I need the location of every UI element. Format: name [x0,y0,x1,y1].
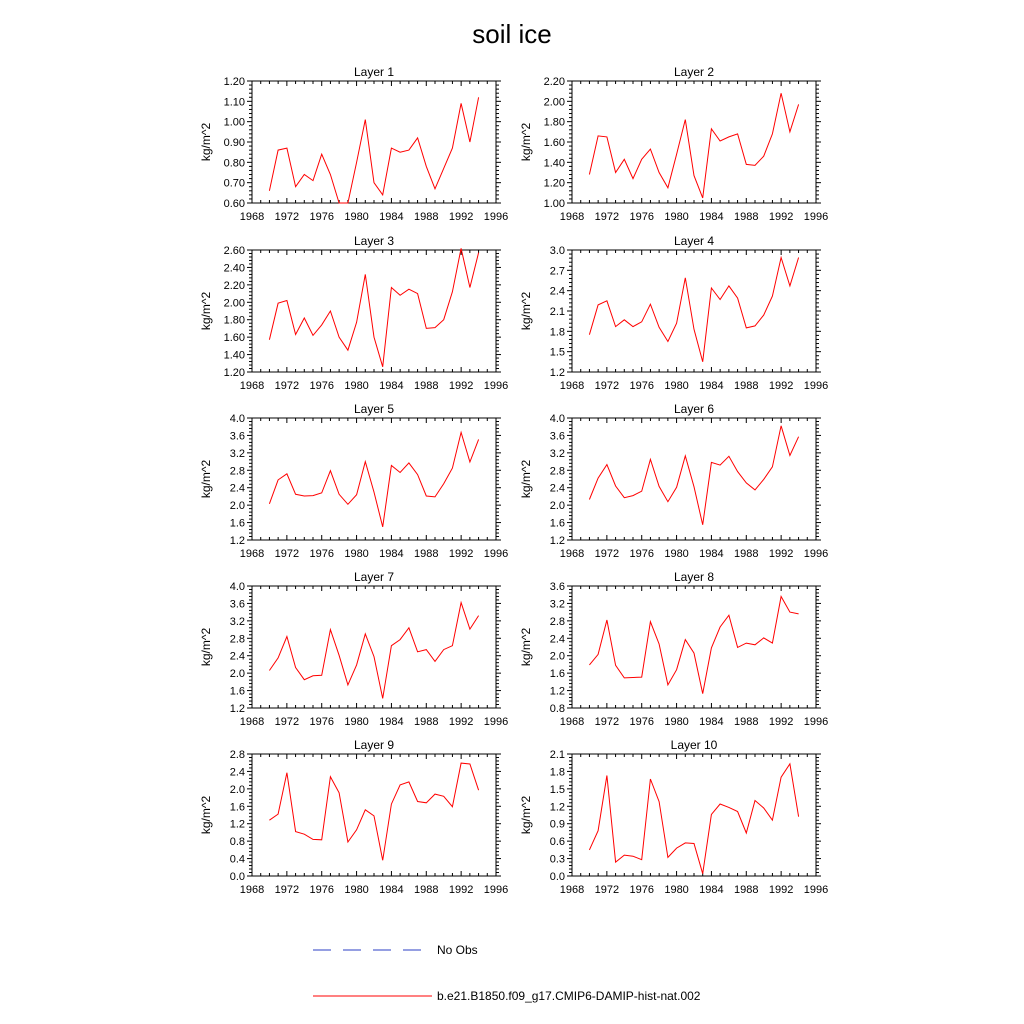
legend [313,943,701,1003]
layer-1-xtick-label: 1988 [414,211,439,223]
layer-4-series-line [589,258,798,362]
layer-8-ytick-label: 3.2 [549,598,565,611]
layer-8-ytick-label: 0.8 [549,703,565,715]
layer-1-xtick-label: 1976 [309,211,334,223]
layer-5-ytick-label: 3.6 [229,430,245,443]
layer-10-title: Layer 10 [670,738,718,752]
layer-8-xtick-label: 1972 [594,716,620,728]
layer-8-panel [519,570,828,728]
layer-6-ytick-label: 2.0 [549,500,565,513]
layer-1-ytick-label: 0.80 [223,157,245,170]
layer-10-ytick-label: 2.1 [549,749,565,761]
layer-5-xtick-label: 1980 [344,548,369,560]
layer-2-ytick-label: 1.80 [543,116,565,129]
layer-8-xtick-label: 1976 [629,716,654,728]
layer-7-ytick-label: 1.6 [229,685,245,698]
layer-4-ytick-label: 1.8 [549,326,565,339]
layer-7-ytick-label: 3.6 [229,598,245,611]
layer-7-xtick-label: 1976 [309,716,334,728]
layer-7-frame [252,586,496,708]
layer-10-xtick-label: 1972 [594,884,620,896]
layer-10-series-line [589,764,798,874]
layer-10-ytick-label: 1.8 [549,766,565,779]
layer-6-ytick-label: 4.0 [549,413,565,425]
layer-8-title: Layer 8 [673,570,715,584]
layer-7-ytick-label: 2.0 [229,668,245,681]
layer-9-xtick-label: 1976 [309,884,334,896]
layer-4-ytick-label: 3.0 [549,245,565,257]
layer-7-ytick-label: 2.4 [229,650,245,663]
layer-8-xtick-label: 1992 [768,716,794,728]
layer-1-xtick-label: 1968 [239,211,265,223]
layer-1-xtick-label: 1972 [274,211,300,223]
layer-3-ytick-label: 2.60 [223,245,245,257]
layer-4-xtick-label: 1988 [734,380,759,392]
layer-3-xtick-label: 1972 [274,380,300,392]
layer-9-xtick-label: 1980 [344,884,369,896]
layer-1-ylabel: kg/m^2 [199,122,213,162]
layer-7-ytick-label: 3.2 [229,615,245,628]
layer-1-xtick-label: 1996 [483,211,509,223]
layer-1-xtick-label: 1980 [344,211,369,223]
layer-3-ytick-label: 1.60 [223,332,245,345]
layer-2-xtick-label: 1980 [664,211,689,223]
layer-10-ytick-label: 0.6 [549,836,565,849]
legend-obs-label: No Obs [437,943,478,957]
layer-2-series-line [589,93,798,198]
layer-5-xtick-label: 1972 [274,548,300,560]
layer-9-title: Layer 9 [353,738,395,752]
layer-9-xtick-label: 1988 [414,884,439,896]
layer-1-xtick-label: 1984 [379,211,404,223]
layer-1-ytick-label: 1.20 [223,76,245,88]
layer-3-title: Layer 3 [353,234,395,248]
layer-10-ytick-label: 1.2 [549,801,565,814]
layer-5-xtick-label: 1988 [414,548,439,560]
layer-10-ylabel: kg/m^2 [519,795,533,835]
layer-8-ytick-label: 1.2 [549,685,565,698]
layer-6-ytick-label: 1.2 [549,535,565,547]
layer-2-xtick-label: 1992 [768,211,794,223]
layer-9-ytick-label: 2.0 [229,783,245,796]
layer-8-xtick-label: 1988 [734,716,759,728]
layer-7-series-line [269,603,478,699]
layer-6-ylabel: kg/m^2 [519,459,533,499]
layer-5-ytick-label: 3.2 [229,447,245,460]
layer-7-xtick-label: 1980 [344,716,369,728]
layer-5-ytick-label: 2.4 [229,482,245,495]
layer-4-ytick-label: 1.5 [549,346,565,359]
layer-8-ytick-label: 2.8 [549,615,565,628]
layer-6-xtick-label: 1972 [594,548,620,560]
layer-3-ytick-label: 1.20 [223,367,245,379]
layer-3-xtick-label: 1988 [414,380,439,392]
layer-10-xtick-label: 1976 [629,884,654,896]
layer-9-ytick-label: 0.8 [229,836,245,849]
layer-9-panel [199,738,508,896]
layer-1-ytick-label: 1.00 [223,116,245,129]
layer-7-ytick-label: 1.2 [229,703,245,715]
layer-6-xtick-label: 1996 [803,548,829,560]
layer-6-ytick-label: 3.2 [549,447,565,460]
layer-3-xtick-label: 1992 [448,380,474,392]
layer-7-xtick-label: 1996 [483,716,509,728]
layer-1-ytick-label: 0.70 [223,177,245,190]
layer-9-ytick-label: 1.2 [229,818,245,831]
layer-7-xtick-label: 1968 [239,716,265,728]
layer-4-xtick-label: 1968 [559,380,585,392]
layer-9-ytick-label: 0.4 [229,853,245,866]
layer-4-title: Layer 4 [673,234,715,248]
layer-10-ytick-label: 1.5 [549,783,565,796]
layer-7-ylabel: kg/m^2 [199,627,213,667]
layer-4-ytick-label: 2.7 [549,265,565,278]
layer-3-xtick-label: 1996 [483,380,509,392]
layer-3-ytick-label: 2.00 [223,297,245,310]
layer-2-ytick-label: 2.20 [543,76,565,88]
layer-8-xtick-label: 1980 [664,716,689,728]
layer-2-ytick-label: 1.20 [543,177,565,190]
layer-3-series-line [269,248,478,366]
layer-5-ytick-label: 2.0 [229,500,245,513]
layer-1-frame [252,81,496,203]
layer-7-title: Layer 7 [353,570,395,584]
layer-1-ytick-label: 0.90 [223,137,245,149]
layer-9-xtick-label: 1996 [483,884,509,896]
layer-4-ylabel: kg/m^2 [519,291,533,331]
layer-6-panel [519,402,828,560]
layer-4-ytick-label: 2.4 [549,285,565,298]
layer-4-frame [572,250,816,372]
layer-4-xtick-label: 1992 [768,380,794,392]
layer-10-panel [519,738,828,896]
layer-9-xtick-label: 1992 [448,884,474,896]
layer-5-xtick-label: 1984 [379,548,404,560]
layer-10-frame [572,754,816,876]
layer-5-ylabel: kg/m^2 [199,459,213,499]
layer-5-ytick-label: 4.0 [229,413,245,425]
layer-1-ytick-label: 0.60 [223,198,245,210]
layer-9-xtick-label: 1984 [379,884,404,896]
layer-5-xtick-label: 1968 [239,548,265,560]
layer-9-ytick-label: 1.6 [229,801,245,814]
layer-9-xtick-label: 1968 [239,884,265,896]
layer-8-ytick-label: 3.6 [549,581,565,593]
layer-7-panel [199,570,508,728]
layer-10-ytick-label: 0.9 [549,818,565,831]
layer-5-xtick-label: 1992 [448,548,474,560]
layer-9-ytick-label: 0.0 [229,871,245,883]
layer-6-xtick-label: 1992 [768,548,794,560]
layer-5-ytick-label: 1.6 [229,517,245,530]
layer-3-frame [252,250,496,372]
layer-2-xtick-label: 1968 [559,211,585,223]
layer-5-ytick-label: 2.8 [229,465,245,478]
layer-10-xtick-label: 1984 [699,884,724,896]
layer-2-title: Layer 2 [673,65,715,79]
layer-9-series-line [269,763,478,860]
layer-6-ytick-label: 2.4 [549,482,565,495]
layer-7-xtick-label: 1972 [274,716,300,728]
main-title: soil ice [472,19,552,49]
legend-model-label: b.e21.B1850.f09_g17.CMIP6-DAMIP-hist-nat.002 [437,989,701,1003]
layer-3-xtick-label: 1980 [344,380,369,392]
layer-6-ytick-label: 1.6 [549,517,565,530]
layer-9-ytick-label: 2.4 [229,766,245,779]
layer-5-title: Layer 5 [353,402,395,416]
layer-6-xtick-label: 1968 [559,548,585,560]
layer-7-xtick-label: 1988 [414,716,439,728]
layer-3-ylabel: kg/m^2 [199,291,213,331]
layer-5-xtick-label: 1996 [483,548,509,560]
layer-8-xtick-label: 1984 [699,716,724,728]
layer-2-ytick-label: 1.00 [543,198,565,210]
layer-7-ytick-label: 4.0 [229,581,245,593]
layer-6-frame [572,418,816,540]
layer-2-xtick-label: 1984 [699,211,724,223]
layer-8-ytick-label: 2.4 [549,633,565,646]
layer-1-title: Layer 1 [353,65,395,79]
layer-1-ytick-label: 1.10 [223,96,245,109]
layer-3-xtick-label: 1984 [379,380,404,392]
layer-2-xtick-label: 1972 [594,211,620,223]
layer-3-xtick-label: 1968 [239,380,265,392]
layer-6-ytick-label: 3.6 [549,430,565,443]
layer-6-xtick-label: 1980 [664,548,689,560]
layer-8-ylabel: kg/m^2 [519,627,533,667]
layer-2-xtick-label: 1976 [629,211,654,223]
layer-3-ytick-label: 1.40 [223,349,245,362]
layer-5-xtick-label: 1976 [309,548,334,560]
layer-4-ytick-label: 1.2 [549,367,565,379]
layer-10-xtick-label: 1968 [559,884,585,896]
layer-3-xtick-label: 1976 [309,380,334,392]
layer-7-xtick-label: 1992 [448,716,474,728]
layer-4-xtick-label: 1976 [629,380,654,392]
layer-6-series-line [589,426,798,525]
layer-3-ytick-label: 2.40 [223,262,245,275]
layer-10-xtick-label: 1988 [734,884,759,896]
layer-2-ytick-label: 2.00 [543,96,565,109]
layer-1-panel [199,65,508,223]
panels [199,65,828,896]
layer-2-xtick-label: 1996 [803,211,829,223]
layer-8-xtick-label: 1996 [803,716,829,728]
layer-10-xtick-label: 1992 [768,884,794,896]
layer-2-panel [519,65,828,223]
layer-6-title: Layer 6 [673,402,715,416]
layer-1-series-line [269,97,478,203]
layer-3-panel [199,234,508,392]
layer-4-ytick-label: 2.1 [549,306,565,318]
layer-4-xtick-label: 1984 [699,380,724,392]
layer-2-ylabel: kg/m^2 [519,122,533,162]
layer-9-xtick-label: 1972 [274,884,300,896]
layer-10-ytick-label: 0.0 [549,871,565,883]
layer-3-ytick-label: 1.80 [223,314,245,327]
layer-7-xtick-label: 1984 [379,716,404,728]
layer-5-panel [199,402,508,560]
layer-6-xtick-label: 1984 [699,548,724,560]
layer-6-ytick-label: 2.8 [549,465,565,478]
layer-8-series-line [589,597,798,694]
layer-4-xtick-label: 1996 [803,380,829,392]
layer-2-xtick-label: 1988 [734,211,759,223]
layer-8-xtick-label: 1968 [559,716,585,728]
layer-8-ytick-label: 1.6 [549,668,565,681]
layer-4-xtick-label: 1972 [594,380,620,392]
layer-5-ytick-label: 1.2 [229,535,245,547]
layer-10-xtick-label: 1980 [664,884,689,896]
layer-8-ytick-label: 2.0 [549,650,565,663]
layer-6-xtick-label: 1988 [734,548,759,560]
layer-2-ytick-label: 1.60 [543,137,565,149]
layer-10-ytick-label: 0.3 [549,853,565,866]
layer-10-xtick-label: 1996 [803,884,829,896]
layer-2-ytick-label: 1.40 [543,157,565,170]
layer-1-xtick-label: 1992 [448,211,474,223]
layer-9-ytick-label: 2.8 [229,749,245,761]
layer-4-xtick-label: 1980 [664,380,689,392]
layer-4-panel [519,234,828,392]
layer-9-ylabel: kg/m^2 [199,795,213,835]
layer-3-ytick-label: 2.20 [223,279,245,292]
layer-6-xtick-label: 1976 [629,548,654,560]
layer-7-ytick-label: 2.8 [229,633,245,646]
layer-5-series-line [269,432,478,527]
